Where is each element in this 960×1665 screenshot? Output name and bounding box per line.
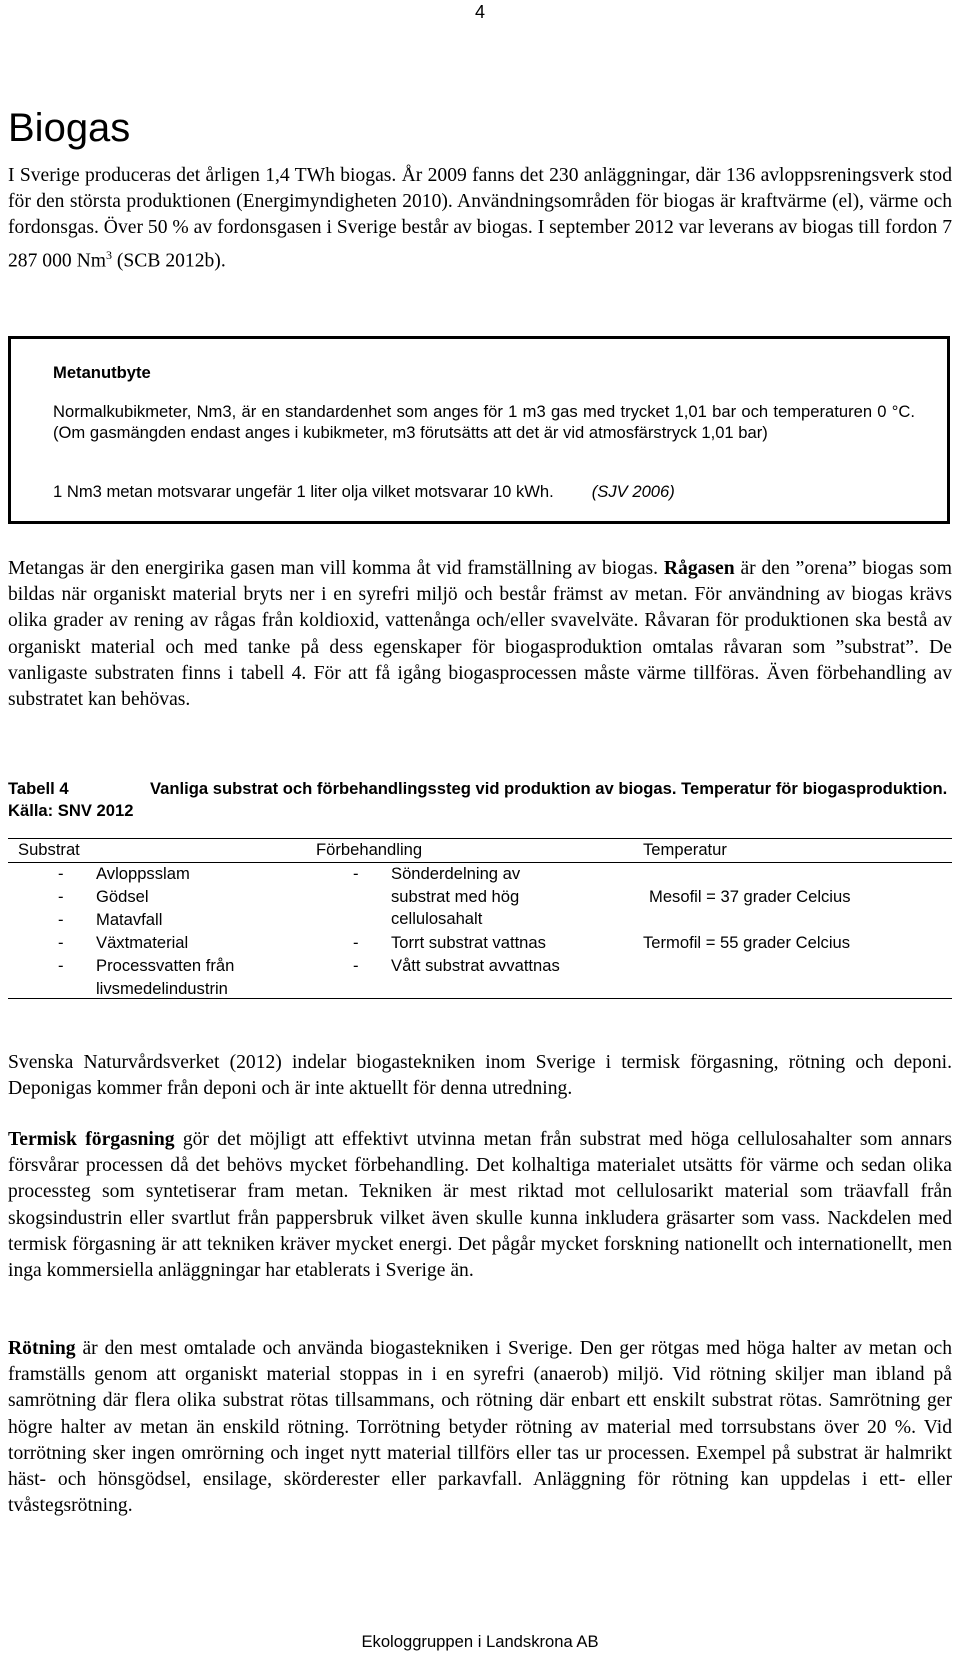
table-top-rule (8, 838, 952, 839)
paragraph-rotning-bold: Rötning (8, 1338, 76, 1359)
paragraph-metangas-part2: är den ”orena” biogas som bildas när organiskt material bryts ner i en syrefri miljö och består främst av metan. För användning av biogas krävs olika grader av rening av rågas från koldioxid, vattenånga och/eller svavelväte. Råvaran för produktionen ska bestå av organiskt material och med tanke på dess egenskaper för biogasproduktion omtalas råvaran som ”substrat”. De vanligaste substraten finns i tabell 4. För att få igång biogasprocessen måste värme tillföras. Även förbehandling av substratet kan behövas. (8, 558, 952, 711)
intro-superscript: 3 (105, 247, 112, 262)
list-dash: - (353, 864, 359, 883)
paragraph-termisk-forgasning (8, 1127, 952, 1284)
page-footer: Ekologgruppen i Landskrona AB (361, 1632, 599, 1651)
table-cell-forbehandling (353, 932, 613, 955)
paragraph-metangas-bold: Rågasen (663, 558, 735, 579)
paragraph-rotning (8, 1336, 952, 1519)
table-header-temperatur: Temperatur (643, 840, 727, 859)
table-cell-forbehandling (353, 863, 613, 932)
intro-text: I Sverige produceras det årligen 1,4 TWh biogas. År 2009 fanns det 230 anläggningar, där 136 avloppsreningsverk stod för den största produktionen (Energimyndigheten 2010). Användningsområden för biogas är kraftvärme (el), värme och fordonsgas. Över 50 % av fordonsgasen i Sverige består av biogas. I september 2012 var leverans av biogas till fordon 7 287 000 Nm (8, 165, 952, 272)
list-dash: - (58, 933, 64, 952)
substrat-value: Växtmaterial (96, 933, 189, 952)
fact-box-source: (SJV 2006) (591, 482, 675, 501)
table-cell-forbehandling (353, 955, 613, 978)
substrat-value: Avloppsslam (96, 864, 190, 883)
fact-box-conversion-text: 1 Nm3 metan motsvarar ungefär 1 liter olja vilket motsvarar 10 kWh. (53, 482, 554, 501)
table-caption-label: Tabell 4 (8, 779, 69, 798)
fact-box-body: Normalkubikmeter, Nm3, är en standardenhet som anges för 1 m3 gas med trycket 1,01 bar och temperaturen 0 °C. (Om gasmängden endast anges i kubikmeter, m3 förutsätts att det är vid atmosfärstryck 1,01 bar) (53, 402, 915, 442)
forbehandling-value: Torrt substrat vattnas (391, 933, 546, 952)
paragraph-naturvardsverket: Svenska Naturvårdsverket (2012) indelar biogastekniken inom Sverige i termisk förgasning, rötning och deponi. Deponigas kommer från deponi och är inte aktuellt för denna utredning. (8, 1052, 952, 1100)
paragraph-termisk-forgasning-text: gör det möjligt att effektivt utvinna metan från substrat med höga cellulosahalter som annars försvårar processen då det behövs mycket förbehandling. Det kolhaltiga materialet utsätts för värme och sedan olika processteg som syntetiserar fram metan. Tekniken är mest riktad mot cellulosarikt material som träavfall från skogsindustrin eller svartlut från pappersbruk vilket även skulle kunna inkludera gräsarter som vass. Nackdelen med termisk förgasning är att tekniken kräver mycket energi. Det pågår mycket forskning nationellt och internationellt, men inga kommersiella anläggningar har etablerats i Sverige än. (8, 1129, 952, 1282)
list-dash: - (58, 887, 64, 906)
table-cell-substrat (58, 909, 298, 932)
table-cell-substrat (58, 932, 298, 955)
paragraph-termisk-forgasning-bold: Termisk förgasning (8, 1129, 175, 1150)
fact-box-conversion (53, 482, 675, 502)
paragraph-metangas (8, 556, 952, 713)
list-dash: - (58, 910, 64, 929)
table-header-forbehandling: Förbehandling (316, 840, 423, 859)
page-number: 4 (474, 2, 485, 22)
substrat-value: Matavfall (96, 910, 163, 929)
table-caption (8, 778, 952, 822)
table-header-substrat: Substrat (18, 840, 80, 859)
intro-tail: (SCB 2012b). (111, 250, 226, 272)
table-cell-substrat (58, 863, 298, 886)
table-cell-substrat (58, 955, 298, 1001)
forbehandling-value: Vått substrat avvattnas (391, 956, 560, 975)
paragraph-metangas-part1: Metangas är den energirika gasen man vill komma åt vid framställning av biogas. (8, 558, 664, 579)
list-dash: - (58, 956, 64, 975)
substrat-value: Processvatten från livsmedelindustrin (96, 956, 235, 998)
page-heading: Biogas (8, 106, 131, 150)
list-dash: - (353, 956, 359, 975)
table-cell-substrat (58, 886, 298, 909)
forbehandling-value: Sönderdelning av substrat med hög cellulosahalt (391, 864, 521, 928)
intro-paragraph (8, 163, 952, 274)
table-caption-text: Vanliga substrat och förbehandlingssteg vid produktion av biogas. Temperatur för biogasproduktion. Källa: SNV 2012 (8, 779, 948, 820)
list-dash: - (58, 864, 64, 883)
fact-box (8, 336, 950, 524)
paragraph-rotning-text: är den mest omtalade och använda biogastekniken i Sverige. Den ger rötgas med höga halter av metan och framställs genom att organiskt material stoppas in i en syrefri (anaerob) miljö. Vid rötning skiljer man ibland på samrötning där flera olika substrat rötas tillsammans, och rötning där enbart ett enskilt substrat rötas. Samrötning ger högre halter av metan än enskild rötning. Torrötning betyder rötning av material med torrsubstans över 20 %. Vid torrötning sker ingen omrörning och inget nytt material tillförs eller tas ur processen. Exempel på substrat är halmrikt häst- och hönsgödsel, ensilage, skörderester eller parkavfall. Anläggning för rötning kan uppdelas i ett- eller tvåstegsrötning. (8, 1338, 952, 1517)
table-cell-temperatur-mesofil: Mesofil = 37 grader Celcius (649, 887, 851, 906)
substrat-value: Gödsel (96, 887, 149, 906)
table-cell-temperatur-termofil: Termofil = 55 grader Celcius (643, 933, 851, 952)
fact-box-title: Metanutbyte (53, 363, 151, 382)
list-dash: - (353, 933, 359, 952)
